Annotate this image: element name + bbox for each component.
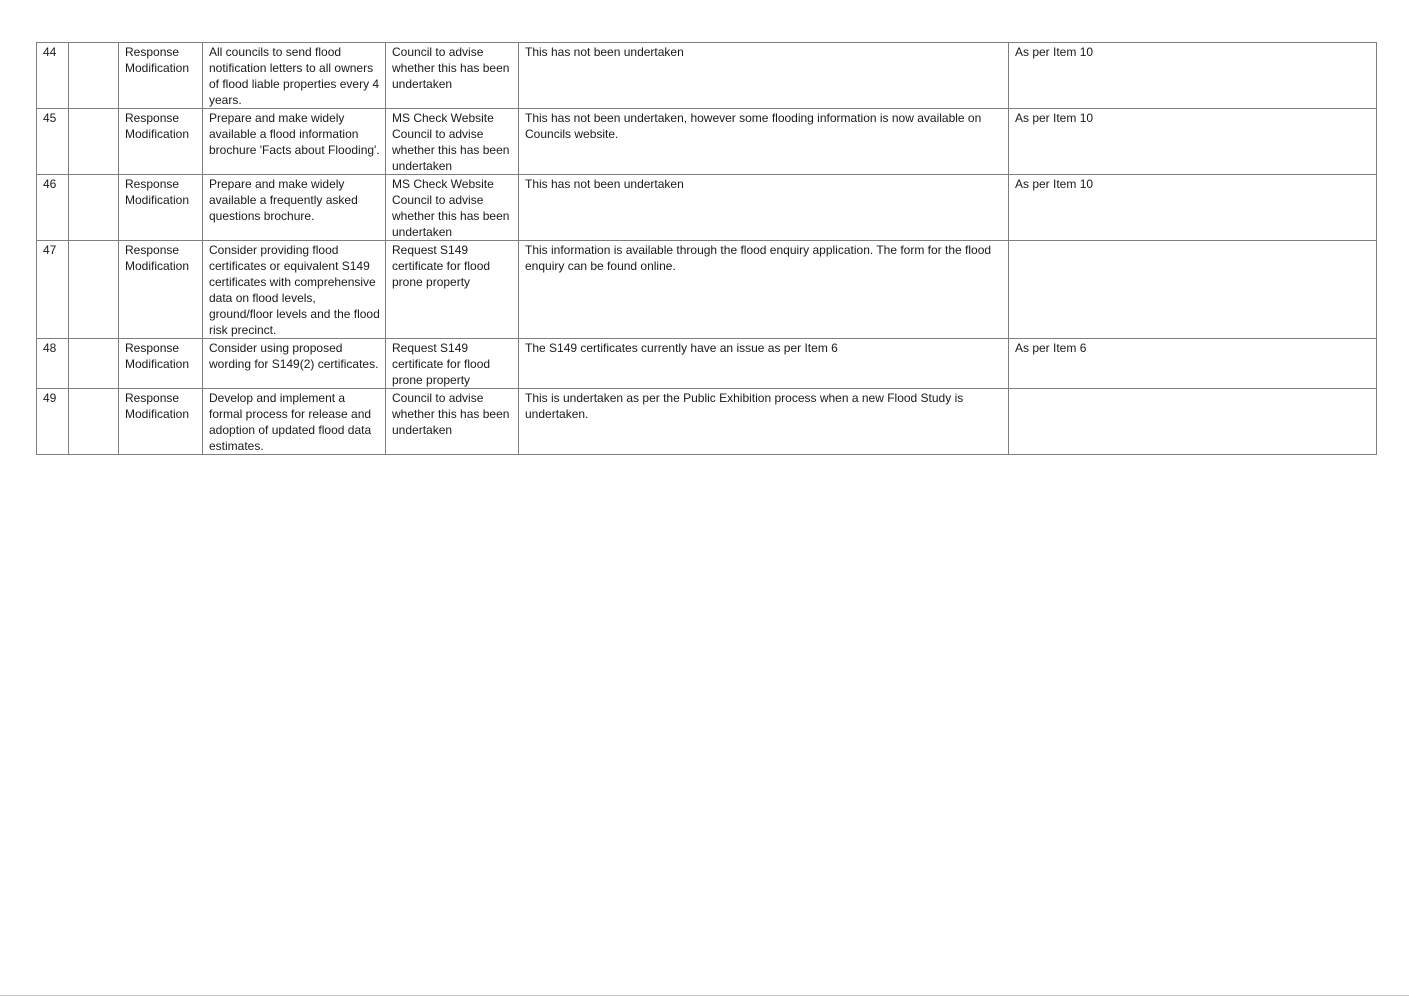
notes-cell: As per Item 10 [1009,109,1377,175]
action-cell: Prepare and make widely available a flood information brochure 'Facts about Flooding'. [203,109,386,175]
flood-actions-table [36,42,1377,455]
status-cell: This has not been undertaken [519,43,1009,109]
status-cell: This is undertaken as per the Public Exhibition process when a new Flood Study is undertaken. [519,389,1009,455]
table-row [37,389,1377,455]
reference-cell [69,175,119,241]
check-cell: Request S149 certificate for flood prone property [386,241,519,339]
check-cell: Request S149 certificate for flood prone property [386,339,519,389]
category-cell: Response Modification [119,241,203,339]
notes-cell: As per Item 10 [1009,175,1377,241]
status-cell: The S149 certificates currently have an issue as per Item 6 [519,339,1009,389]
category-cell: Response Modification [119,109,203,175]
table-row [37,339,1377,389]
category-cell: Response Modification [119,339,203,389]
status-cell: This has not been undertaken, however some flooding information is now available on Councils website. [519,109,1009,175]
category-cell: Response Modification [119,389,203,455]
action-cell: All councils to send flood notification letters to all owners of flood liable properties every 4 years. [203,43,386,109]
check-cell: Council to advise whether this has been undertaken [386,43,519,109]
check-cell: Council to advise whether this has been undertaken [386,389,519,455]
notes-cell: As per Item 10 [1009,43,1377,109]
page-bottom-divider [0,995,1409,996]
reference-cell [69,241,119,339]
table-row [37,109,1377,175]
category-cell: Response Modification [119,43,203,109]
status-cell: This information is available through the flood enquiry application. The form for the flood enquiry can be found online. [519,241,1009,339]
category-cell: Response Modification [119,175,203,241]
action-cell: Consider using proposed wording for S149(2) certificates. [203,339,386,389]
item-number-cell: 47 [37,241,69,339]
action-cell: Prepare and make widely available a frequently asked questions brochure. [203,175,386,241]
item-number-cell: 49 [37,389,69,455]
table-row [37,43,1377,109]
reference-cell [69,109,119,175]
check-cell: MS Check Website Council to advise whether this has been undertaken [386,109,519,175]
reference-cell [69,43,119,109]
reference-cell [69,389,119,455]
status-cell: This has not been undertaken [519,175,1009,241]
item-number-cell: 46 [37,175,69,241]
notes-cell [1009,241,1377,339]
table-row [37,241,1377,339]
check-cell: MS Check Website Council to advise whether this has been undertaken [386,175,519,241]
table-row [37,175,1377,241]
notes-cell [1009,389,1377,455]
item-number-cell: 48 [37,339,69,389]
action-cell: Develop and implement a formal process for release and adoption of updated flood data estimates. [203,389,386,455]
action-cell: Consider providing flood certificates or equivalent S149 certificates with comprehensive data on flood levels, ground/floor levels and the flood risk precinct. [203,241,386,339]
reference-cell [69,339,119,389]
notes-cell: As per Item 6 [1009,339,1377,389]
item-number-cell: 45 [37,109,69,175]
item-number-cell: 44 [37,43,69,109]
